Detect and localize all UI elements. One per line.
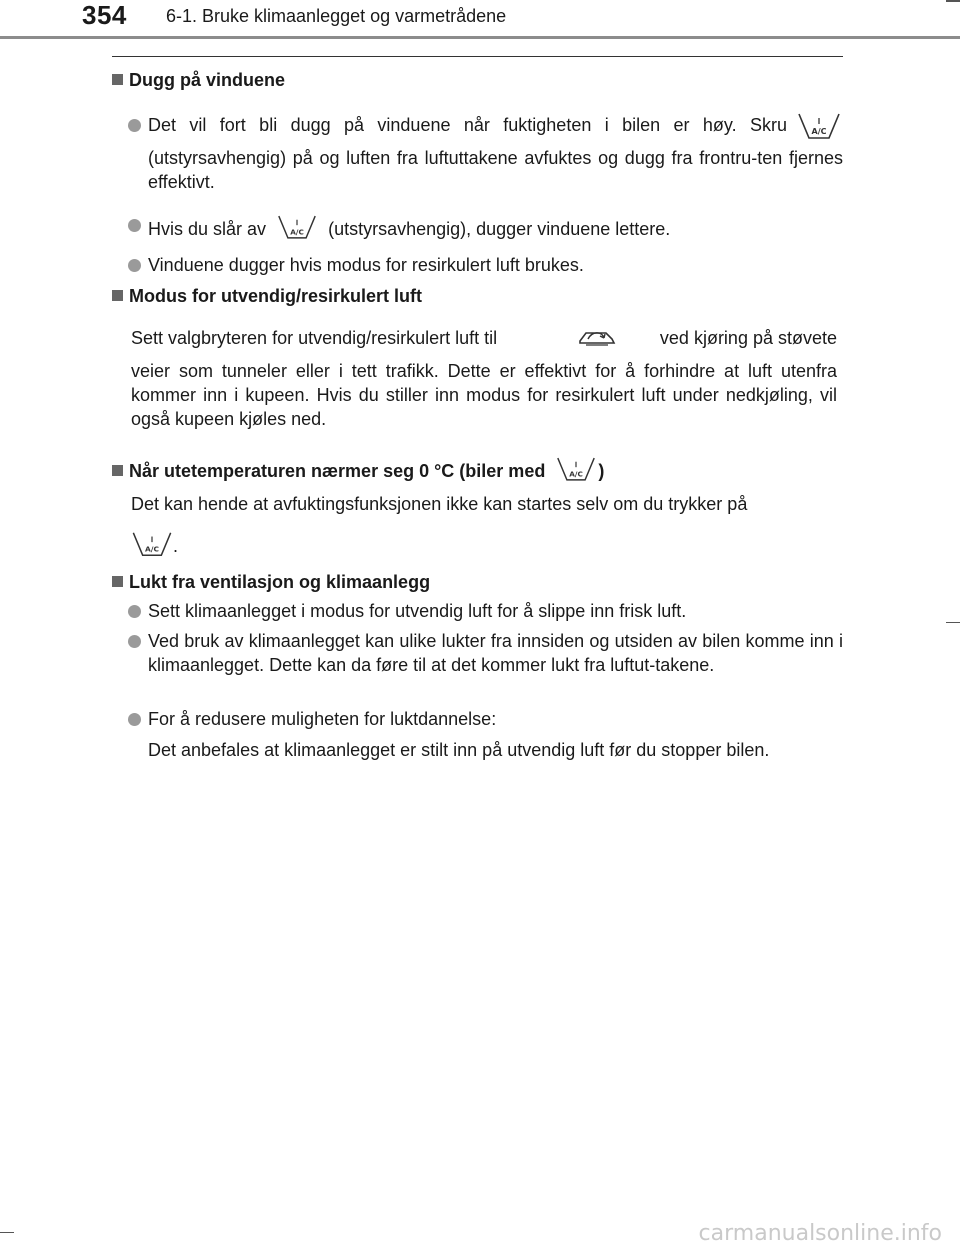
section-heading-dugg: Dugg på vinduene bbox=[112, 68, 843, 92]
bullet-dot-icon bbox=[128, 119, 141, 132]
square-bullet-icon bbox=[112, 465, 123, 476]
crop-mark bbox=[946, 622, 960, 623]
watermark: carmanualsonline.info bbox=[698, 1221, 942, 1246]
paragraph-line: A/C . bbox=[131, 530, 837, 564]
paragraph: Det kan hende at avfuktingsfunksjonen ikke kan startes selv om du trykker på bbox=[131, 494, 748, 514]
list-item: Ved bruk av klimaanlegget kan ulike lukter fra innsiden og utsiden av bilen komme inn i klimaanlegget. Dette kan da føre til at det kommer lukt fra luftut-takene. bbox=[128, 629, 843, 677]
bullet-dot-icon bbox=[128, 219, 141, 232]
page-number: 354 bbox=[82, 0, 127, 30]
section-heading-lukt: Lukt fra ventilasjon og klimaanlegg bbox=[112, 570, 843, 594]
list-item: Hvis du slår av A/C (utstyrsavhengig), dugger vinduene lettere. bbox=[128, 213, 843, 247]
bullet-dot-icon bbox=[128, 713, 141, 726]
bullet-dot-icon bbox=[128, 259, 141, 272]
ac-button-icon bbox=[277, 213, 317, 247]
crop-mark bbox=[946, 0, 960, 2]
chapter-title: 6-1. Bruke klimaanlegget og varmetrådene bbox=[166, 6, 507, 26]
section-heading-modus: Modus for utvendig/resirkulert luft bbox=[112, 284, 843, 308]
list-item-sub-paragraph: Det anbefales at klimaanlegget er stilt inn på utvendig luft før du stopper bilen. bbox=[148, 740, 770, 760]
list-item: Sett klimaanlegget i modus for utvendig luft for å slippe inn frisk luft. bbox=[128, 599, 843, 623]
square-bullet-icon bbox=[112, 290, 123, 301]
list-item: For å redusere muligheten for luktdannelse: bbox=[128, 707, 843, 731]
ac-button-icon bbox=[131, 530, 173, 564]
square-bullet-icon bbox=[112, 576, 123, 587]
page-header bbox=[0, 0, 960, 40]
top-rule bbox=[112, 56, 843, 57]
paragraph: veier som tunneler eller i tett trafikk. Dette er effektivt for å forhindre at luft utenfra kommer inn i kupeen. Hvis du stiller inn modus for resirkulert luft under nedkjøling, vil også kupeen kjøles ned. bbox=[131, 361, 837, 429]
header-divider bbox=[0, 36, 960, 39]
square-bullet-icon bbox=[112, 74, 123, 85]
list-item-continuation: (utstyrsavhengig) på og luften fra luftuttakene avfuktes og dugg fra frontru-ten fjernes effektivt. bbox=[148, 148, 843, 192]
ac-button-icon bbox=[797, 111, 841, 147]
recirculated-air-icon bbox=[576, 325, 618, 357]
crop-mark bbox=[0, 1232, 14, 1233]
section-heading-utetemperatur: Når utetemperaturen nærmer seg 0 °C (biler med A/C ) bbox=[112, 455, 843, 489]
paragraph-line: Sett valgbryteren for utvendig/resirkulert luft til ved kjøring på støvete bbox=[131, 326, 837, 350]
svg-text:A/C: A/C bbox=[290, 227, 304, 237]
ac-button-icon bbox=[556, 455, 596, 489]
svg-text:A/C: A/C bbox=[145, 544, 159, 554]
bullet-dot-icon bbox=[128, 605, 141, 618]
svg-text:A/C: A/C bbox=[569, 469, 584, 479]
list-item: Vinduene dugger hvis modus for resirkulert luft brukes. bbox=[128, 253, 843, 277]
list-item: Det vil fort bli dugg på vinduene når fuktigheten i bilen er høy. Skru A/C bbox=[128, 113, 843, 137]
bullet-dot-icon bbox=[128, 635, 141, 648]
svg-text:A/C: A/C bbox=[811, 127, 827, 136]
